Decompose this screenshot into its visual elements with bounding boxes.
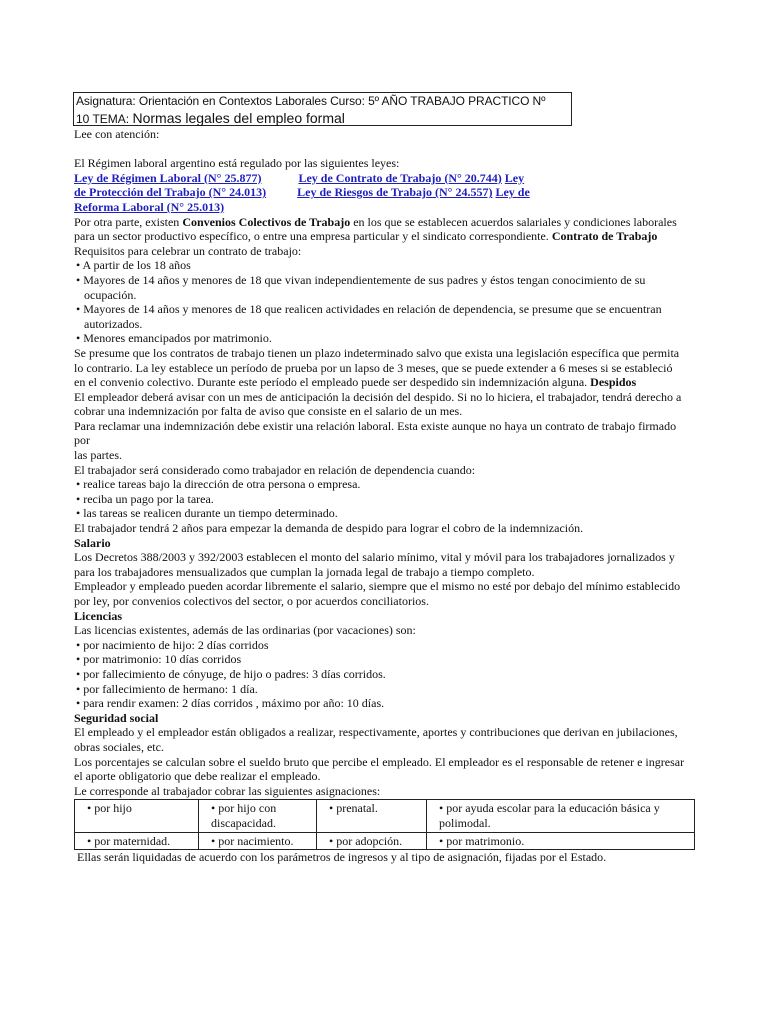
- despidos-line: cobrar una indemnización por falta de aviso que consiste en el salario de un mes.: [74, 404, 463, 419]
- seguridad-line: El empleado y el empleador están obligados a realizar, respectivamente, aportes y contribuciones que derivan en jubilaciones,: [74, 725, 678, 740]
- requisito-item: [74, 302, 694, 331]
- licencias-heading: Licencias: [74, 608, 122, 623]
- convenios-paragraph: [74, 215, 694, 244]
- convenios-post: en los que se establecen acuerdos salariales y condiciones laborales: [350, 214, 677, 229]
- dependencia-item: • reciba un pago por la tarea.: [76, 491, 214, 506]
- licencias-intro: Las licencias existentes, además de las ordinarias (por vacaciones) son:: [74, 623, 416, 638]
- table-cell: • por nacimiento.: [199, 832, 317, 850]
- contrato-heading: Contrato de Trabajo: [551, 229, 658, 244]
- despidos-heading: Despidos: [590, 375, 637, 390]
- seguridad-heading: Seguridad social: [74, 710, 159, 725]
- header-topic-prefix: 10 TEMA:: [76, 112, 133, 126]
- licencia-item: • por fallecimiento de hermano: 1 día.: [76, 681, 258, 696]
- despidos-line: El trabajador será considerado como trabajador en relación de dependencia cuando:: [74, 462, 476, 477]
- table-cell: • prenatal.: [317, 800, 427, 832]
- asignaciones-table: [74, 799, 695, 850]
- law-link-riesgos-trabajo[interactable]: Ley de Riesgos de Trabajo (N° 24.557): [297, 185, 493, 200]
- table-cell: • por hijo con discapacidad.: [199, 800, 317, 832]
- despidos-line: Para reclamar una indemnización debe existir una relación laboral. Esta existe aunque no haya un contrato de trabajo firmado por: [74, 418, 677, 448]
- table-row: [75, 832, 695, 850]
- header-topic-line: [76, 110, 345, 126]
- despidos-line: El trabajador tendrá 2 años para empezar la demanda de despido para lograr el cobro de la indemnización.: [74, 521, 584, 536]
- header-box: [73, 92, 572, 126]
- intro-text: Lee con atención:: [74, 127, 160, 141]
- plazo-text: en el convenio colectivo. Durante este período el empleado puede ser despedido sin indemnización alguna.: [74, 375, 591, 390]
- header-subject-line: Asignatura: Orientación en Contextos Laborales Curso: 5º AÑO TRABAJO PRACTICO Nº: [76, 94, 546, 108]
- table-cell: • por adopción.: [317, 832, 427, 850]
- law-link-regimen-laboral[interactable]: Ley de Régimen Laboral (N° 25.877): [74, 170, 262, 185]
- salario-line: para los trabajadores mensualizados que cumplan la jornada legal de trabajo a tiempo completo.: [74, 564, 535, 579]
- dependencia-item: • realice tareas bajo la dirección de otra persona o empresa.: [76, 477, 361, 492]
- requisito-text: • Mayores de 14 años y menores de 18 que realicen actividades en relación de dependencia, se presume que se encuentran: [76, 302, 662, 317]
- seguridad-line: Le corresponde al trabajador cobrar las siguientes asignaciones:: [74, 783, 381, 798]
- law-link-proteccion-part1[interactable]: Ley: [504, 170, 525, 185]
- seguridad-line: obras sociales, etc.: [74, 739, 164, 754]
- requisito-item: • A partir de los 18 años: [76, 258, 191, 273]
- requisito-text: • Mayores de 14 años y menores de 18 que vivan independientemente de sus padres y éstos tengan conocimiento de su: [76, 272, 646, 287]
- despidos-line: las partes.: [74, 448, 122, 463]
- seguridad-line: Los porcentajes se calculan sobre el sueldo bruto que percibe el empleado. El empleador es el responsable de retener e ingresar: [74, 754, 685, 769]
- licencia-item: • por nacimiento de hijo: 2 días corridos: [76, 637, 269, 652]
- header-topic: Normas legales del empleo formal: [132, 110, 345, 126]
- final-note: Ellas serán liquidadas de acuerdo con los parámetros de ingresos y al tipo de asignación, fijadas por el Estado.: [77, 850, 607, 865]
- table-cell: • por ayuda escolar para la educación básica y polimodal.: [427, 800, 695, 832]
- requisito-item: • Menores emancipados por matrimonio.: [76, 331, 272, 346]
- despidos-line: El empleador deberá avisar con un mes de anticipación la decisión del despido. Si no lo hiciera, el trabajador, tendrá derecho a: [74, 389, 682, 404]
- convenios-line2: para un sector productivo específico, o entre una empresa particular y el sindicato correspondiente.: [74, 229, 552, 244]
- laws-links: [74, 171, 694, 215]
- table-cell: • por maternidad.: [75, 832, 199, 850]
- table-row: [75, 800, 695, 832]
- law-link-reforma-laboral[interactable]: Reforma Laboral (N° 25.013): [74, 199, 225, 214]
- licencia-item: • para rendir examen: 2 días corridos , máximo por año: 10 días.: [76, 696, 385, 711]
- seguridad-line: el aporte obligatorio que debe realizar el empleado.: [74, 769, 321, 784]
- dependencia-item: • las tareas se realicen durante un tiempo determinado.: [76, 506, 338, 521]
- salario-heading: Salario: [74, 535, 111, 550]
- table-cell: • por hijo: [75, 800, 199, 832]
- regimen-intro: El Régimen laboral argentino está regulado por las siguientes leyes:: [74, 156, 400, 171]
- plazo-line: lo contrario. La ley establece un período de prueba por un lapso de 3 meses, que se puede extender a 6 meses si se estableció: [74, 360, 673, 375]
- document-body: [74, 127, 694, 865]
- requisito-item: [74, 273, 694, 302]
- requisito-cont: autorizados.: [84, 316, 143, 331]
- table-cell: • por matrimonio.: [427, 832, 695, 850]
- law-link-contrato-trabajo[interactable]: Ley de Contrato de Trabajo (N° 20.744): [298, 170, 502, 185]
- law-link-reforma-part1[interactable]: Ley de: [495, 185, 530, 200]
- plazo-line: [74, 375, 694, 390]
- requisitos-title: Requisitos para celebrar un contrato de trabajo:: [74, 243, 302, 258]
- licencia-item: • por matrimonio: 10 días corridos: [76, 652, 242, 667]
- salario-line: Empleador y empleado pueden acordar libremente el salario, siempre que el mismo no esté por debajo del mínimo establecido: [74, 579, 681, 594]
- convenios-pre: Por otra parte, existen: [74, 214, 183, 229]
- requisito-cont: ocupación.: [84, 287, 137, 302]
- convenios-bold: Convenios Colectivos de Trabajo: [182, 214, 351, 229]
- licencia-item: • por fallecimiento de cónyuge, de hijo o padres: 3 días corridos.: [76, 666, 386, 681]
- salario-line: Los Decretos 388/2003 y 392/2003 establecen el monto del salario mínimo, vital y móvil para los trabajadores jornalizados y: [74, 550, 675, 565]
- plazo-line: Se presume que los contratos de trabajo tienen un plazo indeterminado salvo que exista una legislación específica que permita: [74, 345, 680, 360]
- salario-line: por ley, por convenios colectivos del sector, o por acuerdos conciliatorios.: [74, 594, 429, 608]
- law-link-proteccion-trabajo[interactable]: de Protección del Trabajo (N° 24.013): [74, 185, 267, 200]
